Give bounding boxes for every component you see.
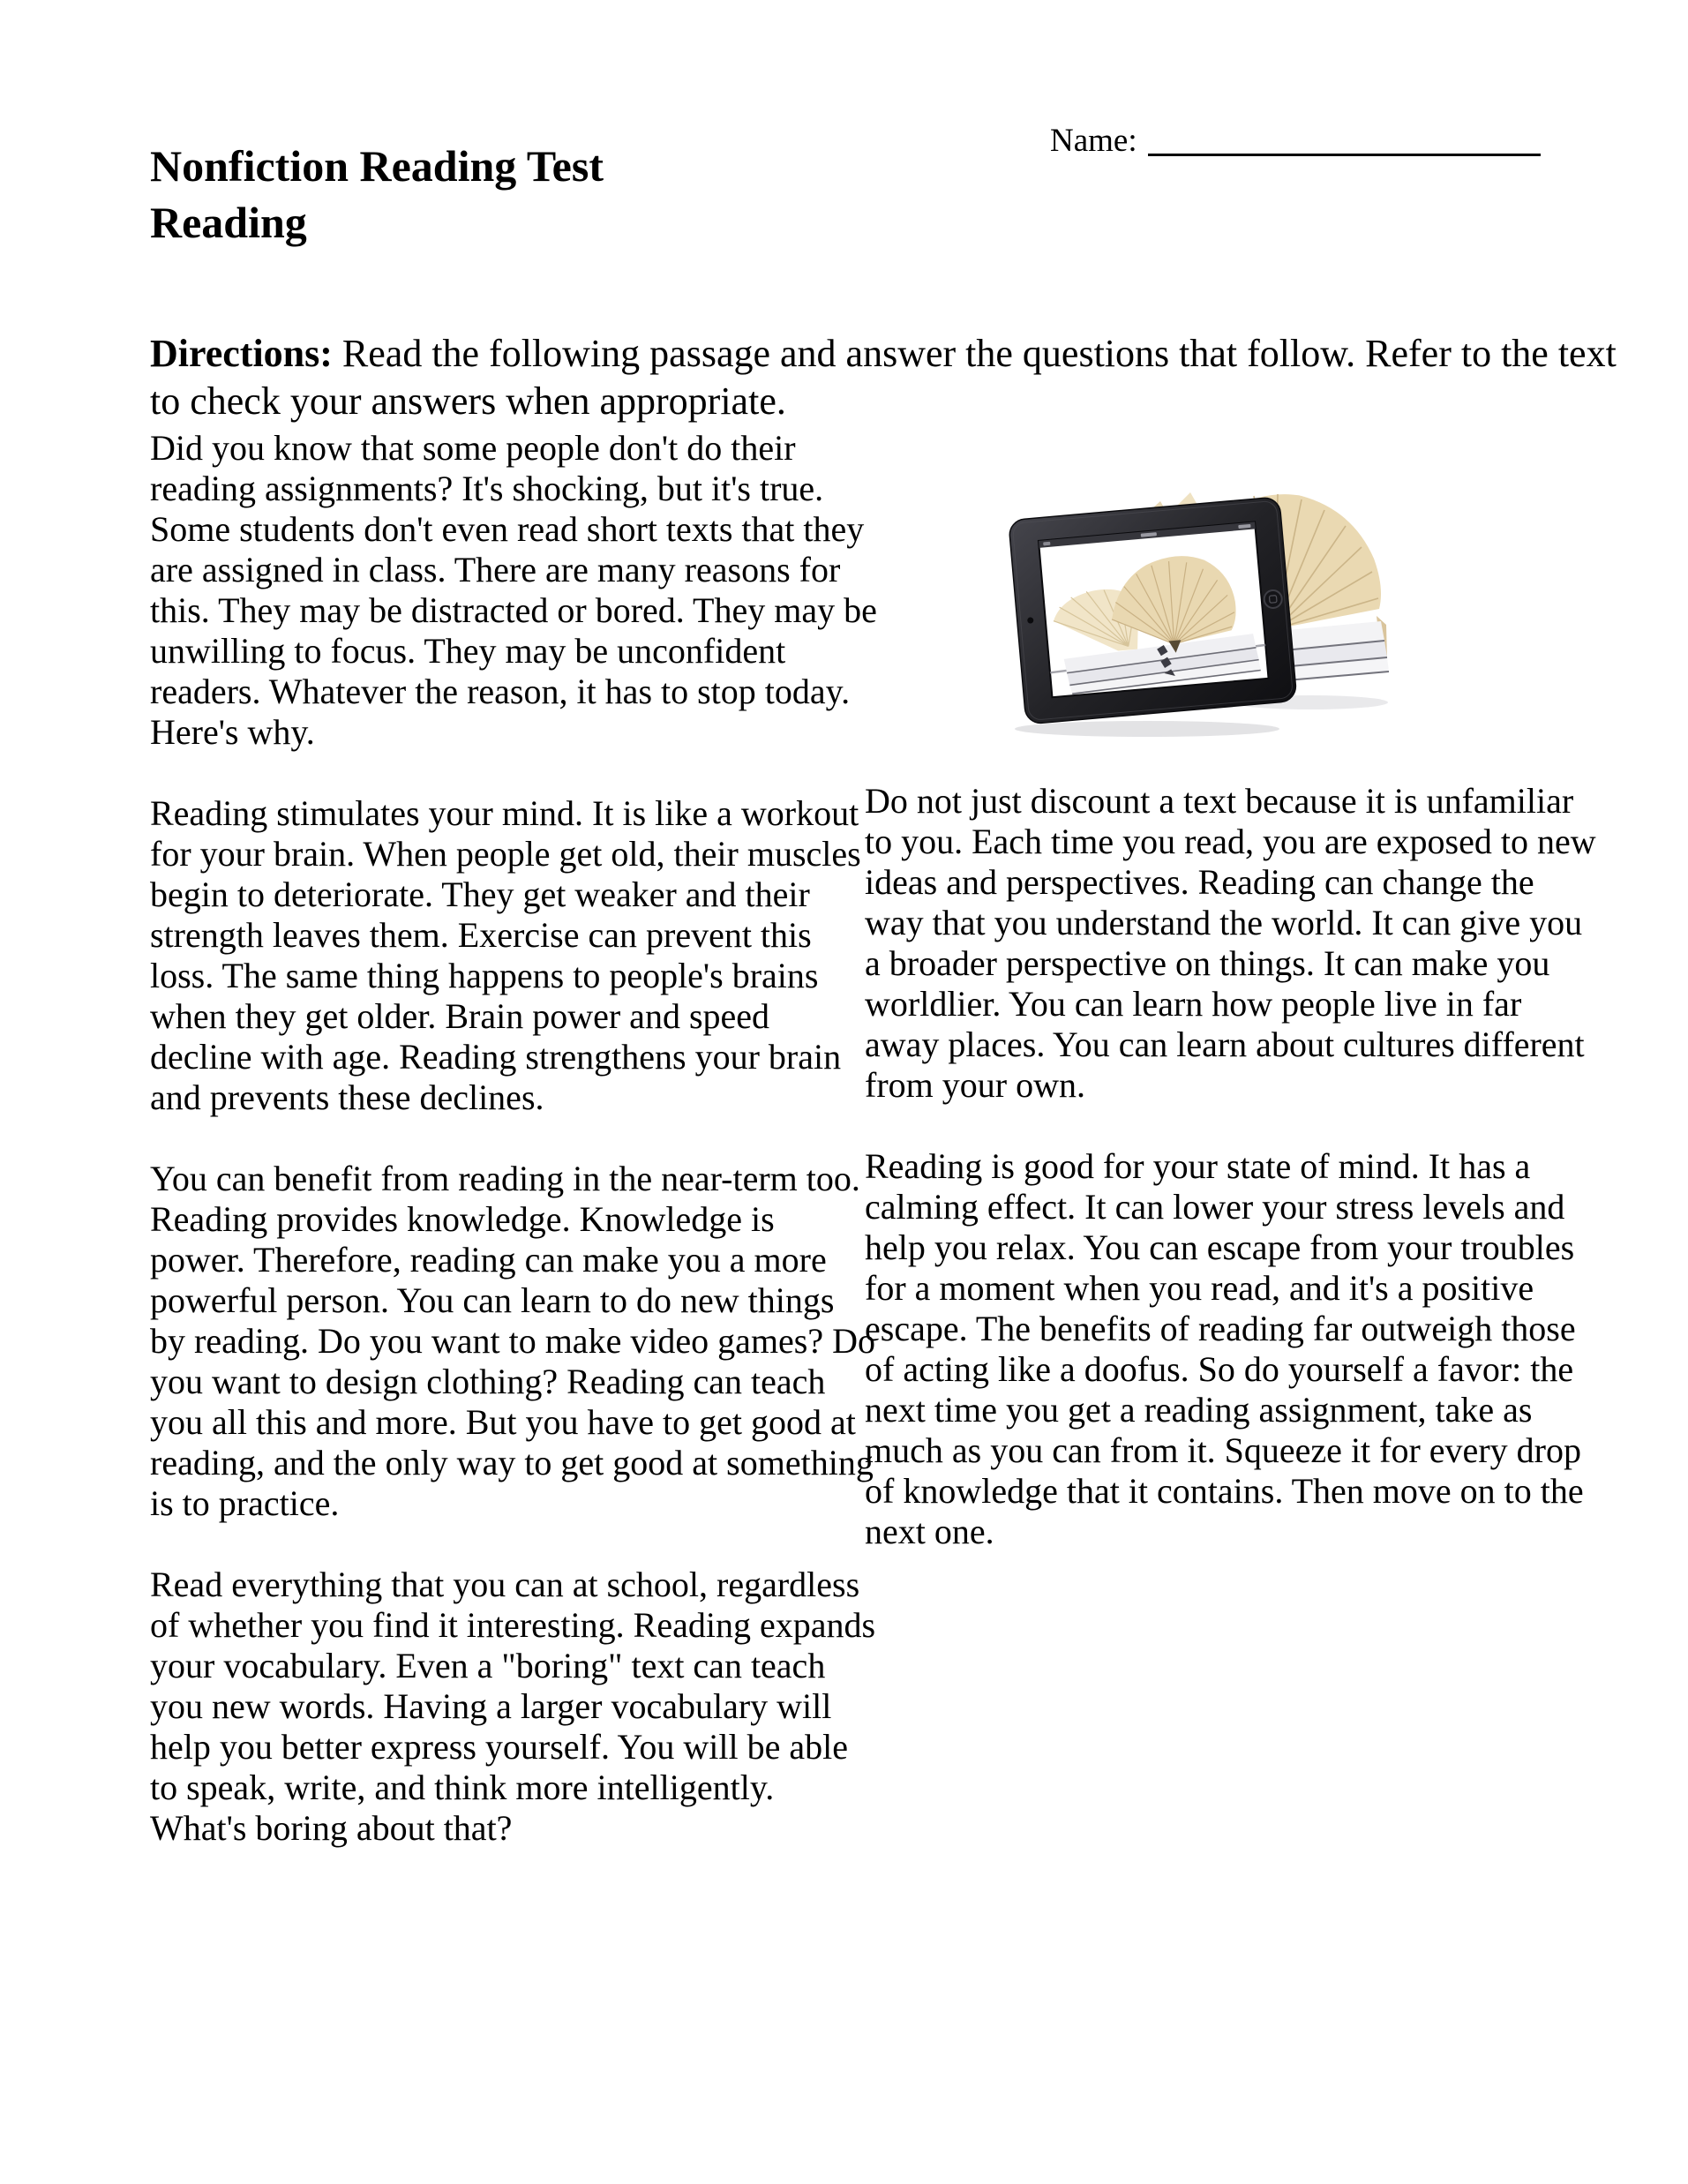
passage-paragraph: Reading is good for your state of mind. It has a calming effect. It can lower your stress levels and help you relax. You can escape from your troubles for a moment when you read, and it's a positive escape. The benefits of reading far outweigh those of acting like a doofus. So do yourself a favor: the next time you get a reading assignment, take as much as you can from it. Squeeze it for every drop of knowledge that it contains. Then move on to the next one. — [865, 1146, 1584, 1551]
passage-paragraph: Did you know that some people don't do their reading assignments? It's shocking, but it's true. Some students don't even read short texts that they are assigned in class. There are many reasons for this. They may be distracted or bored. They may be unwilling to focus. They may be unconfident readers. Whatever the reason, it has to stop today. Here's why. — [150, 428, 877, 752]
name-label: Name: — [1050, 123, 1137, 159]
passage-paragraph: Read everything that you can at school, regardless of whether you find it interesting. Reading expands your vocabulary. Even a "boring" text can teach you new words. Having a larger vocabulary will help you better express yourself. You will be able to speak, write, and think more intelligently. What's boring about that? — [150, 1565, 876, 1848]
directions — [150, 330, 1632, 425]
tablet-books-photo — [1002, 475, 1390, 741]
title-line-1: Nonfiction Reading Test — [150, 141, 604, 191]
passage-left-column — [150, 428, 878, 1889]
tablet-home-button — [1264, 589, 1283, 609]
page-title — [150, 138, 604, 251]
passage-paragraph: Do not just discount a text because it is unfamiliar to you. Each time you read, you are exposed to new ideas and perspectives. Reading can change the way that you understand the world. It can give you a broader perspective on things. It can make you worldlier. You can learn how people live in far away places. You can learn about cultures different from your own. — [865, 781, 1596, 1105]
name-fill-in-line[interactable] — [1148, 153, 1541, 156]
passage-paragraph: You can benefit from reading in the near-term too. Reading provides knowledge. Knowledge is power. Therefore, reading can make you a more powerful person. You can learn to do new things by reading. Do you want to make video games? Do you want to design clothing? Reading can teach you all this and more. But you have to get good at reading, and the only way to get good at something is to practice. — [150, 1159, 876, 1523]
directions-text: Read the following passage and answer the questions that follow. Refer to the text to check your answers when appropriate. — [150, 332, 1617, 423]
directions-label: Directions: — [150, 332, 333, 375]
tablet-shadow — [1015, 721, 1279, 737]
name-block — [1050, 122, 1541, 160]
title-line-2: Reading — [150, 198, 307, 247]
tablet — [1009, 497, 1297, 724]
passage-paragraph: Reading stimulates your mind. It is like a workout for your brain. When people get old, their muscles begin to deteriorate. They get weaker and their strength leaves them. Exercise can prevent this loss. The same thing happens to people's brains when they get older. Brain power and speed decline with age. Reading strengthens your brain and prevents these declines. — [150, 793, 861, 1117]
